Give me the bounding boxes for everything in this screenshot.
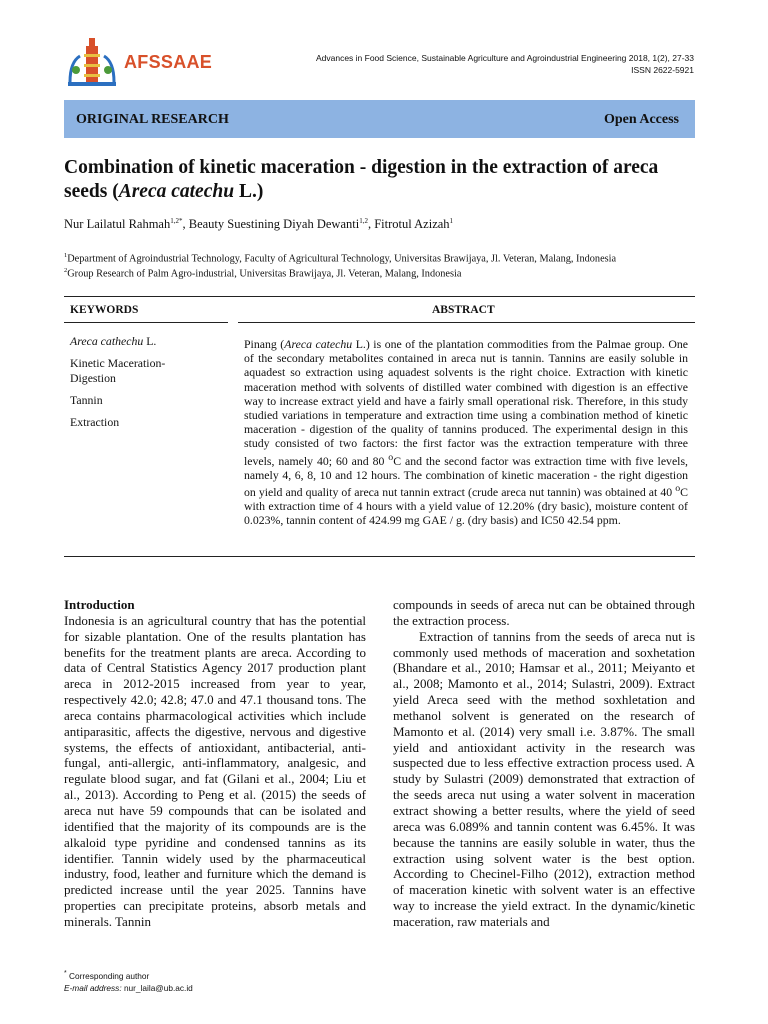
author-list	[64, 217, 453, 232]
abstract-text	[244, 337, 688, 527]
keyword-list	[70, 334, 200, 437]
email-label: E-mail address:	[64, 982, 122, 993]
corresponding-label: Corresponding author	[66, 970, 150, 981]
keyword-text: Tannin	[70, 393, 103, 407]
rule-abstract	[238, 322, 695, 323]
keyword-item	[70, 415, 200, 430]
email-line	[64, 982, 193, 994]
open-access-label: Open Access	[603, 112, 679, 127]
abstract-part: C with extraction time of 4 hours with a yield value of 12.20% (dry basic), moisture content of 0.023%, tannin content of 424.99 mg GAE / g. (dry basis) and IC50 42.54 ppm.	[244, 484, 688, 528]
article-type: ORIGINAL RESEARCH	[76, 112, 229, 127]
title-species: Areca catechu	[118, 181, 235, 202]
degree-mark: o	[388, 451, 394, 463]
affil-text: Group Research of Palm Agro-industrial, Universitas Brawijaya, Jl. Veteran, Malang, Indonesia	[67, 268, 462, 280]
footnote	[64, 968, 193, 994]
email-address: nur_laila@ub.ac.id	[121, 982, 193, 993]
journal-info	[316, 52, 694, 76]
keyword-text: L.	[143, 334, 157, 348]
author-sep: ,	[182, 217, 189, 232]
title-main: Combination of kinetic maceration - digestion in the extraction of areca seeds (	[64, 157, 659, 202]
keyword-text: Extraction	[70, 415, 120, 429]
abstract-species: Areca catechu	[284, 337, 353, 351]
affiliation-1	[64, 250, 704, 265]
author-name: Beauty Suestining Diyah Dewanti	[188, 217, 360, 232]
affil-number: 1	[64, 252, 68, 259]
issn: ISSN 2622-5921	[631, 65, 694, 75]
afssaae-logo-icon	[62, 32, 122, 88]
affiliations	[64, 250, 704, 281]
degree-mark: o	[675, 482, 681, 494]
rule-top	[64, 296, 695, 297]
author-name: Nur Lailatul Rahmah	[64, 217, 171, 232]
abstract-heading: ABSTRACT	[432, 304, 495, 316]
author-name: Fitrotul Azizah	[374, 217, 450, 232]
journal-line: Advances in Food Science, Sustainable Agriculture and Agroindustrial Engineering 2018, 1(2), 27-33	[315, 53, 694, 63]
keyword-text: Kinetic Maceration-Digestion	[70, 356, 166, 385]
keyword-item	[70, 334, 200, 349]
keywords-heading: KEYWORDS	[70, 304, 139, 316]
body-paragraph: Extraction of tannins from the seeds of areca nut is commonly used methods of maceration and soxhetation (Bhandare et al., 2010; Hamsar et al., 2011; Meiyanto et al., 2008; Mamonto et al., 2014; Sulastri, 2009). Extract yield Areca seed with the method soxhletation and methanol solvent is generated on the research of Mamonto et al. (2014) very small i.e. 3.87%. The small yield and antioxidant activity in the research was suspected due to less effective extraction process used. A study by Sulastri (2009) demonstrated that extraction of the seeds areca nut using a water solvent in maceration extract showing a better results, where the yield of seed areca was 6.089% and tannin content was 6.45%. It was because the tannins are easily soluble in water, thus the extraction using solvent water is the best option. According to Checinel-Filho (2012), extraction method of maceration kinetic with solvent water is an effective way to increase the yield extract. In the dynamic/kinetic maceration, raw materials and	[393, 628, 695, 929]
footnote-star: *	[64, 970, 67, 977]
rule-bottom	[64, 556, 695, 557]
body-column-right	[393, 597, 695, 930]
brand-name: AFSSAAE	[124, 52, 213, 72]
body-paragraph: Indonesia is an agricultural country that has the potential for sizable plantation. One of the results plantation has benefits for the treatment plants are areca. According to data of Central Statistics Agency 2017 production plant areca in 2012-2015 increased from year to year, respectively 42.0; 42.8; 47.0 and 47.1 thousand tons. The areca contains pharmacological activities which include antiparasitic, affects the digestive, nervous and digestive systems, the effects of antioxidant, antibacterial, anti-fungal, anti-allergic, anti-inflammatory, analgesic, and regulate blood sugar, and fat (Gilani et al., 2004; Liu et al., 2013). According to Peng et al. (2015) the seeds of areca nut have 59 compounds that can be isolated and identified that the majority of its compounds are is the alkaloid type pyridine and condensed tannins as its identifier. Tannin widely used by the pharmaceutical industry, food, leather and furniture which the demand is predicted increase until the year 2025. Tannins have properties can precipitate proteins, absorb metals and minerals. Tannin	[64, 612, 366, 929]
abstract-part: Pinang (	[244, 337, 285, 351]
affiliation-2	[64, 265, 704, 280]
article-type-banner	[64, 100, 695, 138]
affil-text: Department of Agroindustrial Technology, Faculty of Agricultural Technology, Universitas Brawijaya, Jl. Veteran, Malang, Indonesia	[67, 253, 617, 265]
section-heading: Introduction	[64, 597, 135, 612]
keyword-italic: Areca cathechu	[70, 334, 144, 348]
body-paragraph: compounds in seeds of areca nut can be obtained through the extraction process.	[393, 597, 695, 628]
paper-title	[64, 156, 704, 204]
affil-number: 2	[64, 267, 68, 275]
rule-keywords	[64, 322, 228, 323]
keyword-item	[70, 393, 200, 408]
title-end: L.)	[234, 181, 264, 202]
author-sep: ,	[367, 217, 375, 232]
author-affil: 1,2*	[170, 217, 183, 225]
corresponding-note	[64, 968, 193, 982]
author-affil: 1	[449, 217, 454, 225]
abstract-part: L.) is one of the plantation commodities from the Palmae group. One of the secondary metabolites contained in areca nut is tannin. Tannins are easily soluble in aquadest so extraction using aquadest solvents is the right choice. Extraction with kinetic maceration method with solvents of distilled water combined with digestion is an effective way to increase extract yield and have a fairly small operational risk. Therefore, in this study studied variations in temperature and extraction time using a combination method of kinetic maceration - digestion of the quality of tannins produced. The experimental design in this study consisted of two factors: the first factor was the extraction temperature with three levels, namely 40; 60 and 80	[244, 337, 688, 468]
abstract-part: C and the second factor was extraction time with five levels, namely 4, 6, 8, 10 and 12 hours. The combination of kinetic maceration - the right digestion on yield and quality of areca nut tannin extract (crude areca nut tannin) was obtained at 40	[244, 453, 689, 499]
body-column-left	[64, 597, 366, 930]
keyword-item	[70, 356, 200, 386]
author-affil: 1,2	[359, 217, 368, 225]
